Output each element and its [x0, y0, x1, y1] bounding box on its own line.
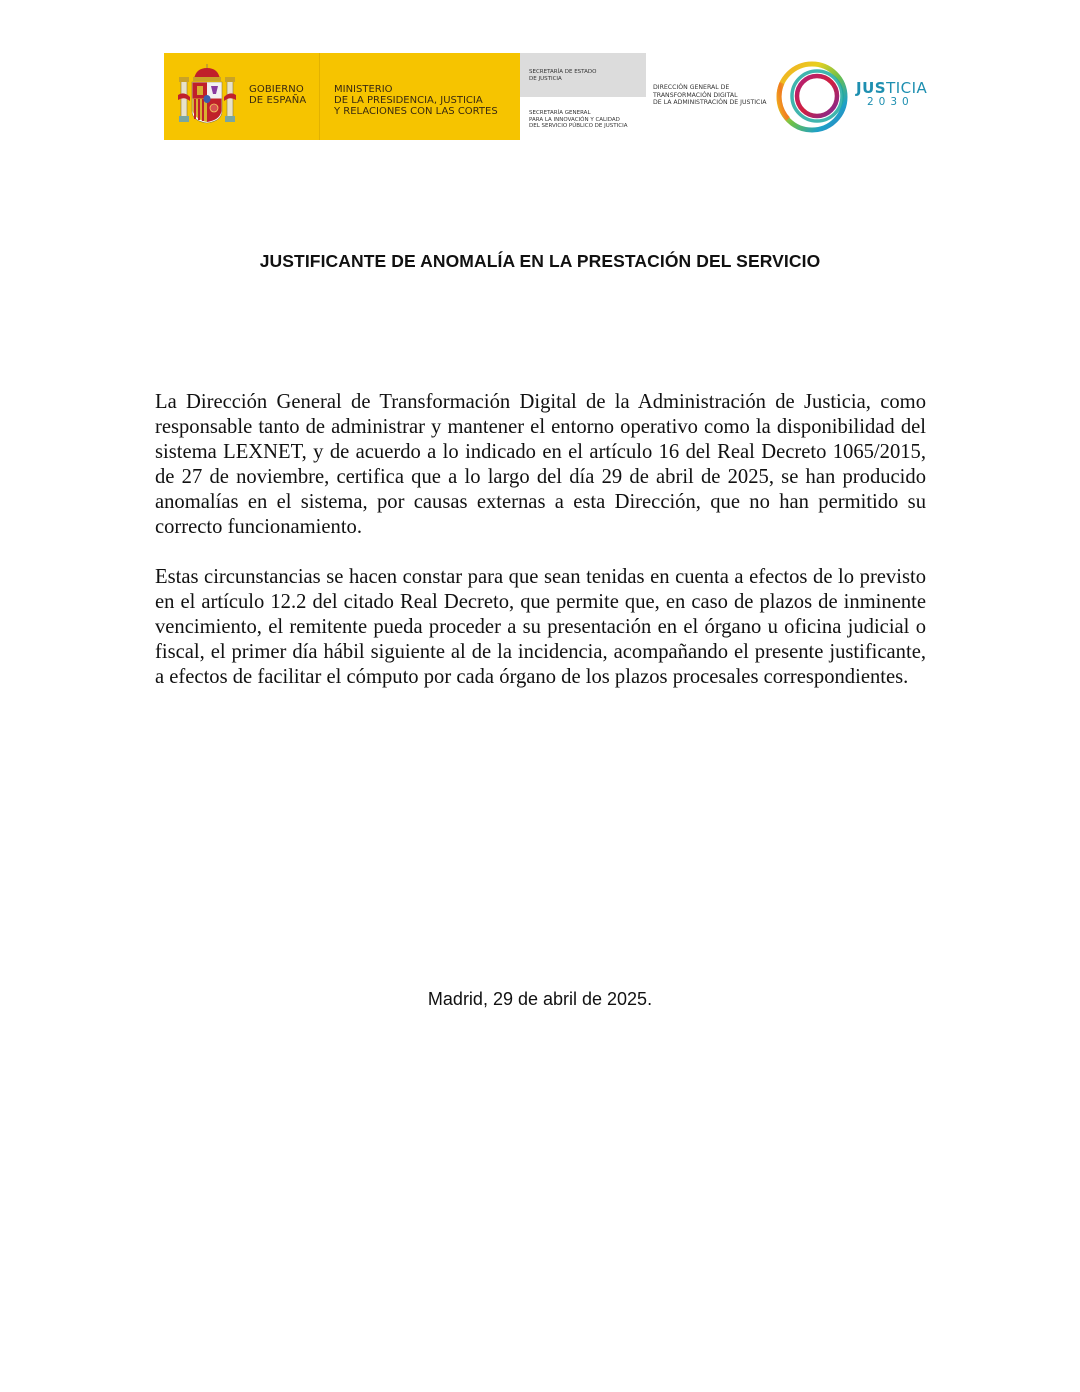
secretaria-general-line-1: SECRETARÍA GENERAL: [529, 110, 591, 116]
secretaria-block: [518, 53, 646, 140]
place-and-date: Madrid, 29 de abril de 2025.: [427, 989, 653, 1009]
government-line-2: DE ESPAÑA: [249, 95, 307, 106]
direccion-general-line-3: DE LA ADMINISTRACIÓN DE JUSTICIA: [653, 99, 767, 106]
government-line-1: GOBIERNO: [249, 84, 304, 95]
justicia-word-light: TICIA: [886, 79, 928, 97]
spain-coat-of-arms-icon: [178, 63, 236, 127]
document-header: [164, 53, 928, 140]
multicolor-rings-icon: [776, 59, 852, 135]
secretaria-estado-line-2: DE JUSTICIA: [529, 75, 562, 82]
government-logo-block: [164, 53, 518, 140]
body-paragraph-1: La Dirección General de Transformación Digital de la Administración de Justicia, como responsable tanto de administrar y mantener el entorno operativo como la disponibilidad del sistema LEXNET, y de acuerdo a lo indicado en el artículo 16 del Real Decreto 1065/2015, de 27 de noviembre, certifica que a lo largo del día 29 de abril de 2025, se han producido anomalías en el sistema, por causas externas a esta Dirección, que no han permitido su correcto funcionamiento.: [155, 391, 926, 538]
justicia-wordmark: [856, 80, 927, 96]
justicia-year: 2030: [867, 96, 914, 108]
secretaria-estado-line-1: SECRETARÍA DE ESTADO: [529, 69, 597, 75]
ministry-name: [334, 84, 498, 117]
direccion-general-line-2: TRANSFORMACIÓN DIGITAL: [653, 91, 738, 99]
direccion-general-name: [653, 84, 766, 107]
justicia-word-bold: JUS: [856, 79, 887, 97]
justicia-2030-logo: [856, 80, 927, 108]
secretaria-estado-name: [529, 69, 596, 82]
ministry-line-2: DE LA PRESIDENCIA, JUSTICIA: [334, 95, 483, 106]
secretaria-general-name: [529, 110, 627, 130]
document-body: [155, 390, 926, 715]
ministry-line-3: Y RELACIONES CON LAS CORTES: [334, 106, 498, 117]
secretaria-general-line-2: PARA LA INNOVACIÓN Y CALIDAD: [529, 116, 620, 123]
direccion-general-line-1: DIRECCIÓN GENERAL DE: [653, 84, 730, 91]
body-paragraph-2: Estas circunstancias se hacen constar para que sean tenidas en cuenta a efectos de lo previsto en el artículo 12.2 del citado Real Decreto, que permite que, en caso de plazos de inminente vencimiento, el remitente pueda proceder a su presentación en el órgano u oficina judicial o fiscal, el primer día hábil siguiente al de la incidencia, acompañando el presente justificante, a efectos de facilitar el cómputo por cada órgano de los plazos procesales correspondientes.: [155, 566, 926, 688]
government-name: [249, 84, 306, 106]
document-title: JUSTIFICANTE DE ANOMALÍA EN LA PRESTACIÓN DEL SERVICIO: [259, 251, 821, 271]
ministry-line-1: MINISTERIO: [334, 84, 393, 95]
secretaria-general-line-3: DEL SERVICIO PÚBLICO DE JUSTICIA: [529, 123, 628, 129]
secretaria-estado-panel: [520, 53, 646, 97]
logo-divider: [319, 53, 320, 140]
